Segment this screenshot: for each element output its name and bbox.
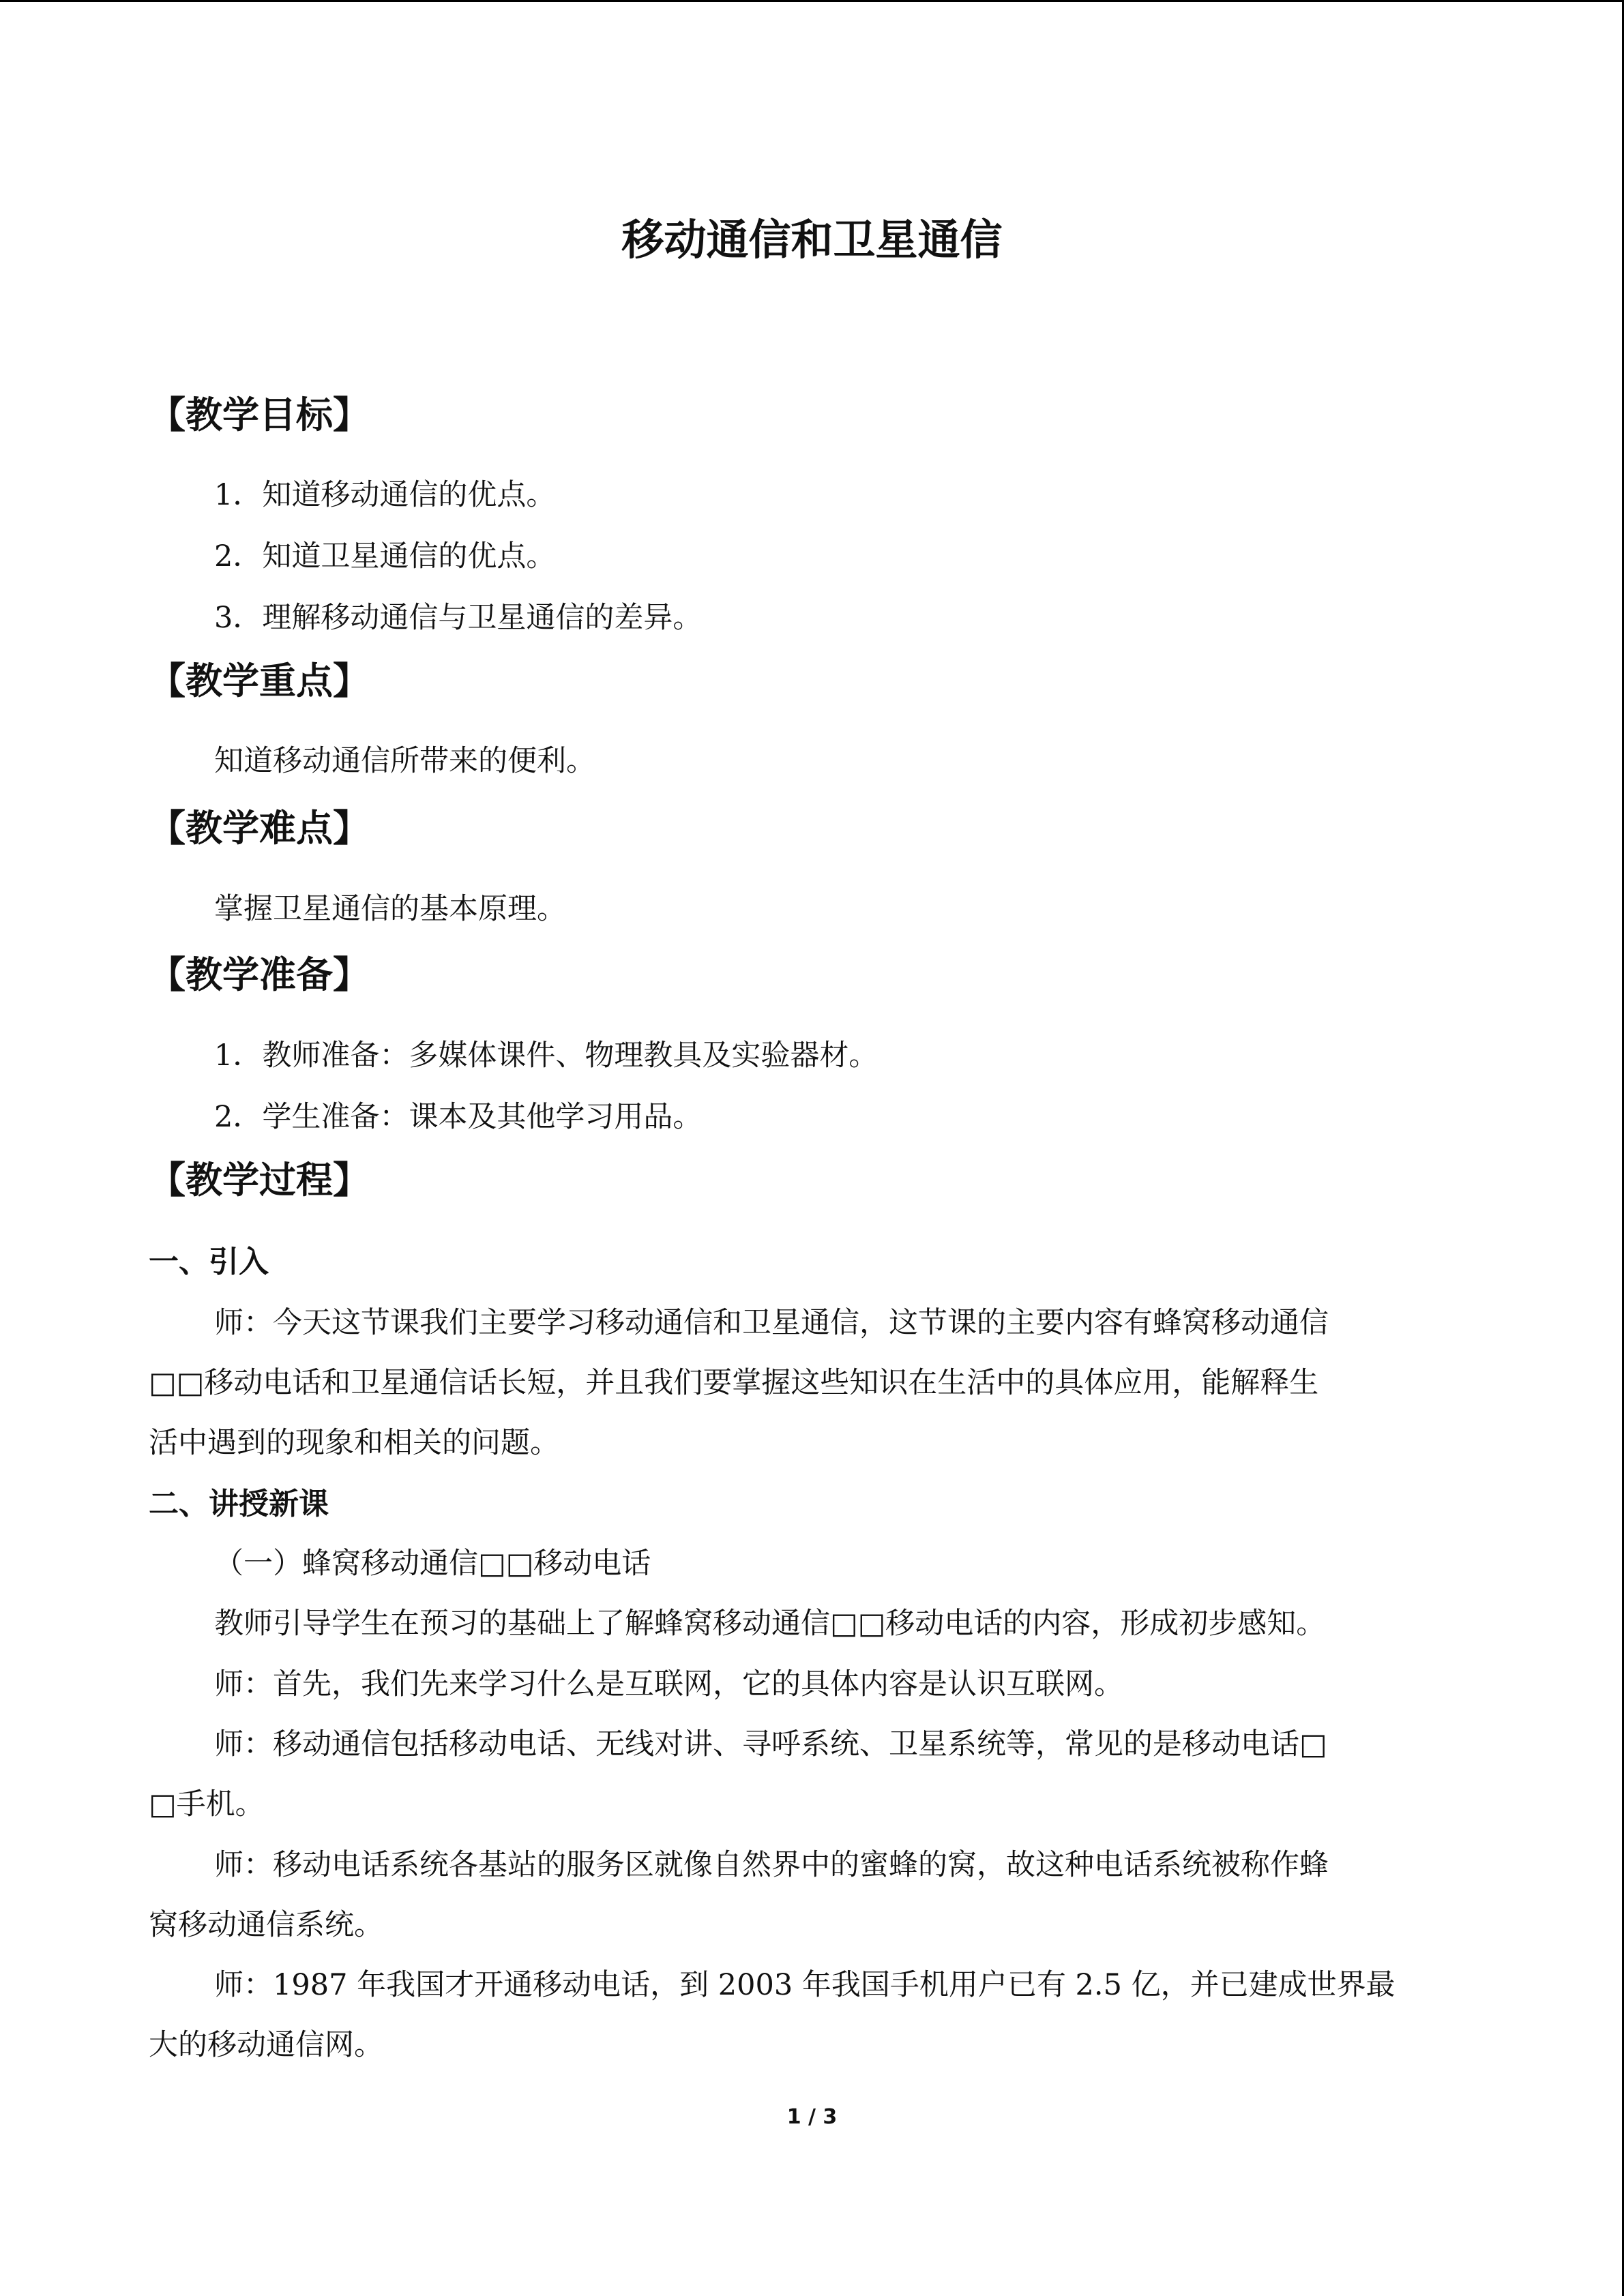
difficulties-text: 掌握卫星通信的基本原理。 bbox=[214, 892, 566, 926]
objective-item-3: 3．理解移动通信与卫星通信的差异。 bbox=[214, 601, 703, 635]
preparation-item-2: 2．学生准备：课本及其他学习用品。 bbox=[214, 1100, 703, 1134]
document-title: 移动通信和卫星通信 bbox=[621, 215, 1003, 265]
intro-line-3: 活中遇到的现象和相关的问题。 bbox=[149, 1426, 559, 1460]
new-lesson-line-7: 师：1987 年我国才开通移动电话，到 2003 年我国手机用户已有 2.5 亿，并已建成世界最 bbox=[214, 1968, 1396, 2002]
new-lesson-line-6: 窝移动通信系统。 bbox=[149, 1908, 383, 1942]
section-heading-key-points: 【教学重点】 bbox=[149, 659, 370, 702]
new-lesson-line-3: 师：移动通信包括移动电话、无线对讲、寻呼系统、卫星系统等，常见的是移动电话□ bbox=[214, 1727, 1327, 1761]
section-heading-objectives: 【教学目标】 bbox=[149, 393, 370, 436]
new-lesson-line-4: □手机。 bbox=[149, 1787, 265, 1821]
objective-item-1: 1．知道移动通信的优点。 bbox=[214, 478, 556, 512]
new-lesson-line-2: 师：首先，我们先来学习什么是互联网，它的具体内容是认识互联网。 bbox=[214, 1667, 1123, 1701]
subsection-heading-intro: 一、引入 bbox=[149, 1244, 269, 1279]
intro-line-1: 师：今天这节课我们主要学习移动通信和卫星通信，这节课的主要内容有蜂窝移动通信 bbox=[214, 1306, 1329, 1340]
new-lesson-subheading: （一）蜂窝移动通信□□移动电话 bbox=[214, 1547, 651, 1581]
page-number: 1 / 3 bbox=[786, 2105, 838, 2129]
objective-item-2: 2．知道卫星通信的优点。 bbox=[214, 539, 556, 573]
key-points-text: 知道移动通信所带来的便利。 bbox=[214, 744, 595, 778]
section-heading-difficulties: 【教学难点】 bbox=[149, 807, 370, 850]
new-lesson-line-5: 师：移动电话系统各基站的服务区就像自然界中的蜜蜂的窝，故这种电话系统被称作蜂 bbox=[214, 1848, 1329, 1882]
preparation-item-1: 1．教师准备：多媒体课件、物理教具及实验器材。 bbox=[214, 1039, 879, 1073]
subsection-heading-new-lesson: 二、讲授新课 bbox=[149, 1487, 329, 1521]
section-heading-preparation: 【教学准备】 bbox=[149, 953, 370, 996]
new-lesson-line-8: 大的移动通信网。 bbox=[149, 2028, 383, 2062]
new-lesson-line-1: 教师引导学生在预习的基础上了解蜂窝移动通信□□移动电话的内容，形成初步感知。 bbox=[214, 1607, 1326, 1641]
intro-line-2: □□移动电话和卫星通信话长短，并且我们要掌握这些知识在生活中的具体应用，能解释生 bbox=[149, 1366, 1319, 1400]
section-heading-process: 【教学过程】 bbox=[149, 1159, 370, 1202]
